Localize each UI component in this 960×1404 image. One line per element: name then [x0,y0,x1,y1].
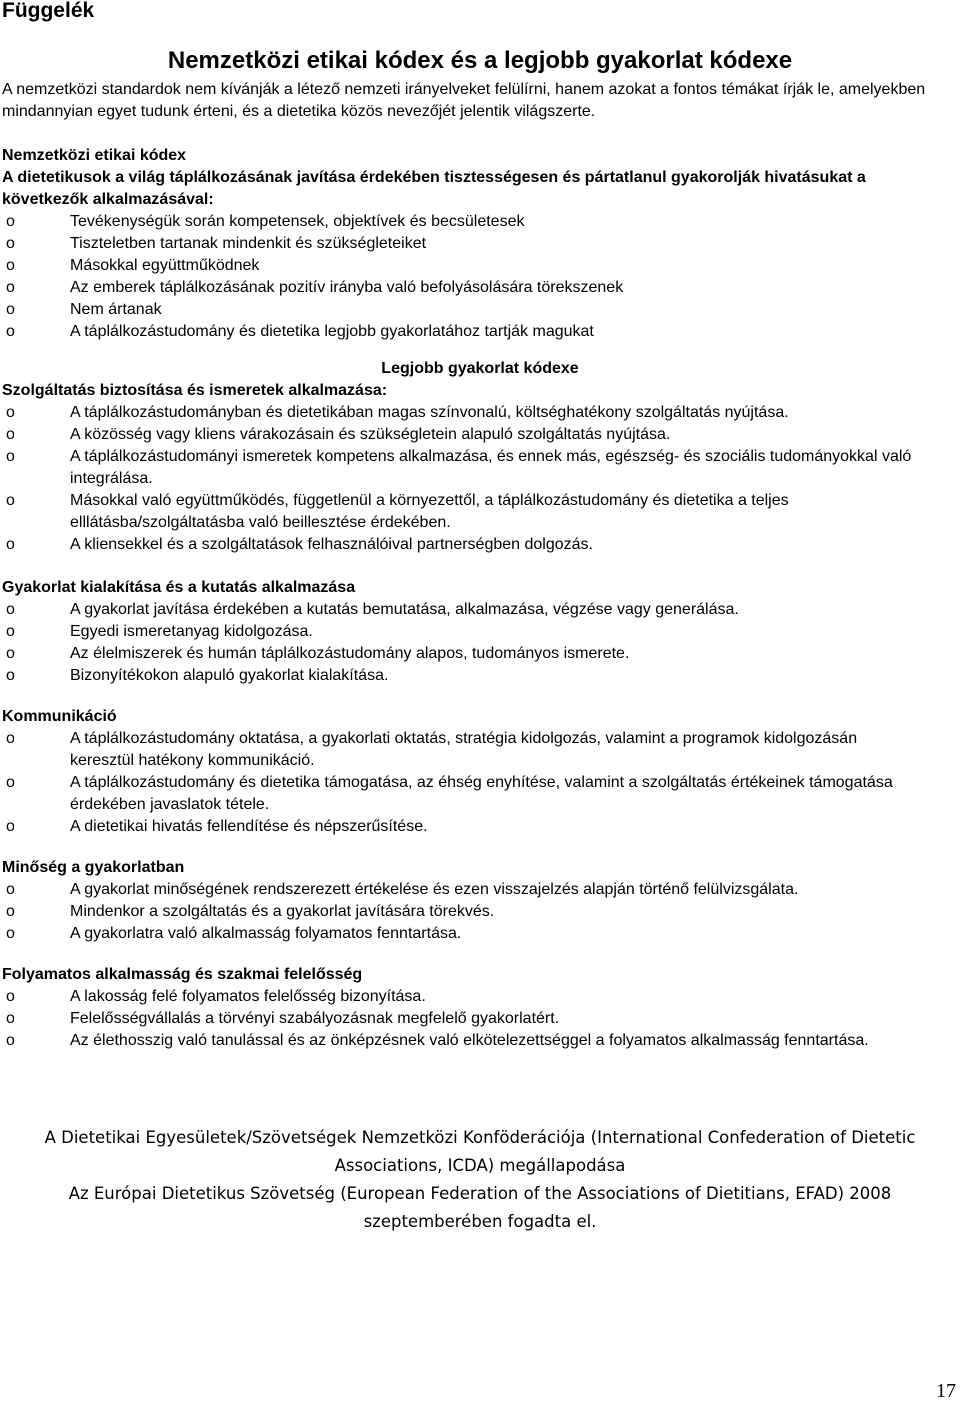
bullet-icon: o [6,667,15,684]
list-item: o Az élelmiszerek és humán táplálkozástudomány alapos, tudományos ismerete. [2,643,952,665]
bullet-icon: o [6,774,15,791]
footer-line-efad: Az Európai Dietetikus Szövetség (European Federation of the Associations of Dietitians, EFAD) 2008 szeptemberében fogadta el. [68,1184,892,1231]
bullet-icon: o [6,323,15,340]
list-item: o Tevékenységük során kompetensek, objektívek és becsületesek [2,211,952,233]
bullet-icon: o [6,213,15,230]
list-item: o A táplálkozástudomány és dietetika legjobb gyakorlatához tartják magukat [2,321,952,343]
bullet-icon: o [6,404,15,421]
page-number: 17 [936,1380,956,1402]
section-list [2,402,952,556]
list-item: o A kliensekkel és a szolgáltatások felhasználóival partnerségben dolgozás. [2,534,952,556]
list-item: o A táplálkozástudományban és dietetikában magas színvonalú, költséghatékony szolgáltatás nyújtása. [2,402,952,424]
bullet-icon: o [6,818,15,835]
intro-paragraph: A nemzetközi standardok nem kívánják a létező nemzeti irányelveket felülírni, hanem azokat a fontos témákat írják le, amelyekben mindannyian egyet tudunk érteni, és a dietetika közös nevezőjét jelentik világszerte. [2,81,926,120]
list-item: o A lakosság felé folyamatos felelősség bizonyítása. [2,986,952,1008]
list-item: o A táplálkozástudományi ismeretek kompetens alkalmazása, és ennek más, egészség- és szociális tudományokkal való integrálása. [6,448,912,487]
section-heading: Szolgáltatás biztosítása és ismeretek alkalmazása: [2,382,388,399]
list-item: o A dietetikai hivatás fellendítése és népszerűsítése. [2,816,952,838]
bullet-icon: o [6,448,15,465]
page-title: Nemzetközi etikai kódex és a legjobb gyakorlat kódexe [167,47,793,74]
list-item: o Másokkal együttműködnek [2,255,952,277]
list-item: o A táplálkozástudomány oktatása, a gyakorlati oktatás, stratégia kidolgozás, valamint a programok kidolgozásán keresztül hatékony kommunikáció. [6,730,858,769]
bullet-icon: o [6,645,15,662]
appendix-title: Függelék [2,0,95,22]
best-practice-title: Legjobb gyakorlat kódexe [381,360,579,377]
section-heading: Gyakorlat kialakítása és a kutatás alkalmazása [2,579,356,596]
list-item: o Mindenkor a szolgáltatás és a gyakorlat javítására törekvés. [2,901,952,923]
section-heading: Kommunikáció [2,708,117,725]
bullet-icon: o [6,623,15,640]
section-service [2,380,952,556]
bullet-icon: o [6,426,15,443]
bullet-icon: o [6,235,15,252]
footer-note [0,1124,960,1236]
section-practice-research [2,577,952,687]
bullet-icon: o [6,730,15,747]
ethics-lead: A dietetikusok a világ táplálkozásának javítása érdekében tisztességesen és pártatlanul gyakorolják hivatásukat a következők alkalmazásával: [2,169,866,208]
bullet-icon: o [6,988,15,1005]
list-item: o Az emberek táplálkozásának pozitív irányba való befolyásolására törekszenek [2,277,952,299]
list-item: o Bizonyítékokon alapuló gyakorlat kialakítása. [2,665,952,687]
list-item: o Egyedi ismeretanyag kidolgozása. [2,621,952,643]
bullet-icon: o [6,881,15,898]
list-item: o A gyakorlat javítása érdekében a kutatás bemutatása, alkalmazása, végzése vagy generálása. [2,599,952,621]
list-item: o Nem ártanak [2,299,952,321]
list-item: o Tiszteletben tartanak mindenkit és szükségleteiket [2,233,952,255]
list-item: o Felelősségvállalás a törvényi szabályozásnak megfelelő gyakorlatért. [2,1008,952,1030]
bullet-icon: o [6,1010,15,1027]
section-quality [2,857,952,945]
bullet-icon: o [6,536,15,553]
section-heading: Minőség a gyakorlatban [2,859,185,876]
list-item: o A közösség vagy kliens várakozásain és szükségletein alapuló szolgáltatás nyújtása. [2,424,952,446]
section-list [2,879,952,945]
bullet-icon: o [6,301,15,318]
section-list [2,986,952,1052]
list-item: o Az élethosszig való tanulással és az önképzésnek való elkötelezettséggel a folyamatos alkalmasság fenntartása. [2,1030,952,1052]
list-item: o A gyakorlat minőségének rendszerezett értékelése és ezen visszajelzés alapján történő felülvizsgálata. [2,879,952,901]
list-item: o Másokkal való együttműködés, függetlenül a környezettől, a táplálkozástudomány és dietetika a teljes elllátásba/szolgáltatásba való beillesztése érdekében. [6,492,789,531]
ethics-section [2,145,952,343]
bullet-icon: o [6,279,15,296]
bullet-icon: o [6,492,15,509]
bullet-icon: o [6,925,15,942]
list-item: o A táplálkozástudomány és dietetika támogatása, az éhség enyhítése, valamint a szolgáltatás értékeinek támogatása érdekében javaslatok tétele. [6,774,893,813]
list-item: o A gyakorlatra való alkalmasság folyamatos fenntartása. [2,923,952,945]
section-heading: Folyamatos alkalmasság és szakmai felelősség [2,966,363,983]
section-communication [2,706,952,838]
footer-line-icda: A Dietetikai Egyesületek/Szövetségek Nemzetközi Konföderációja (International Confederation of Dietetic Associations, ICDA) megállapodása [44,1128,916,1175]
ethics-list [2,211,952,343]
bullet-icon: o [6,903,15,920]
section-list [2,599,952,687]
bullet-icon: o [6,1032,15,1049]
section-responsibility [2,964,952,1052]
ethics-heading: Nemzetközi etikai kódex [2,147,187,164]
bullet-icon: o [6,601,15,618]
section-list [2,728,952,838]
bullet-icon: o [6,257,15,274]
